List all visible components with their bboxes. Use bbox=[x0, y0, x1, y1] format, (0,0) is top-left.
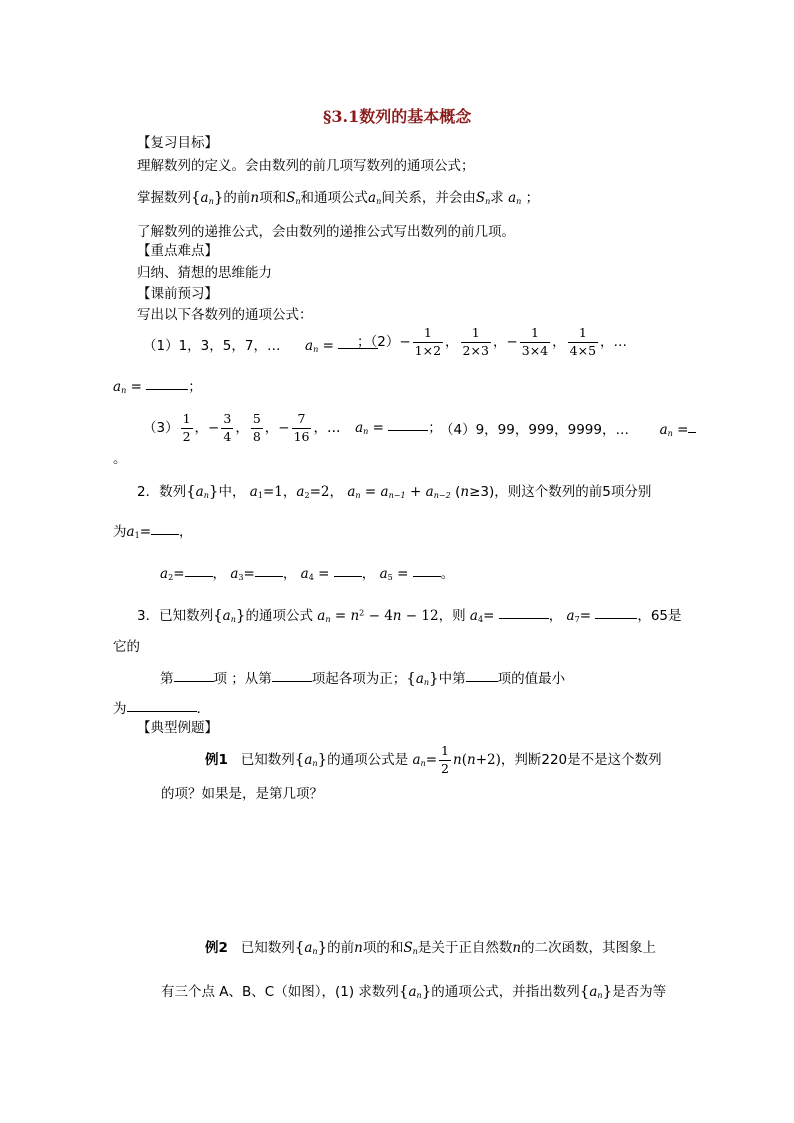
page-title: §3.1数列的基本概念 bbox=[323, 107, 472, 126]
goal-line-1: 理解数列的定义。会由数列的前几项写数列的通项公式； bbox=[137, 158, 475, 174]
goal-line-2: 掌握数列$\{a_n\}$的前n项和$S_n$和通项公式$a_n$间关系，并会由$S_n$求 $a_n$ ； bbox=[137, 188, 540, 207]
example-1-line-2: 的项？如果是，是第几项？ bbox=[161, 786, 323, 802]
question-3-line-2: 它的 bbox=[113, 639, 140, 655]
section-preview: 【课前预习】 bbox=[137, 286, 218, 302]
exercise-2: ；（2）− $\frac{1}{1\times 2}$ ， $\frac{1}{2\times 3}$ ，− $\frac{1}{3\times 4}$ ， $\frac{1}{4\times 5}$ ，… bbox=[357, 325, 628, 358]
question-2-line-3: $a_2=$ ， $a_3=$ ， $a_4$ = ， $a_5$ = 。 bbox=[160, 566, 455, 583]
question-2-line-2: 为$a_1=$ ， bbox=[113, 524, 193, 541]
exercise-4-end: 。 bbox=[113, 451, 127, 467]
exercise-2-answer: $a_n$ = ； bbox=[113, 379, 202, 396]
question-3: 3．已知数列$\{a_n\}$的通项公式 $a_n = n^2 - 4n - 12$，则 $a_4=$ ， $a_7=$ ，65是 bbox=[137, 606, 682, 625]
example-1: 例1 已知数列$\{a_n\}$的通项公式是 $a_n=$ $\frac{1}{2}$ n(n+2)，判断220是不是这个数列 bbox=[205, 743, 662, 776]
section-review-goals: 【复习目标】 bbox=[137, 135, 218, 151]
example-2: 例2 已知数列$\{a_n\}$的前n项的和$S_n$是关于正自然数n的二次函数，其图象上 bbox=[205, 938, 657, 957]
question-2: 2．数列$\{a_n\}$中， $a_1=1$，$a_2=2$， $a_n = a_{n-1} + a_{n-2}$ (n≥3)，则这个数列的前5项分别 bbox=[137, 482, 652, 501]
question-3-line-3: 第 项 ；从第 项起各项为正；$\{a_n\}$中第 项的值最小 bbox=[160, 669, 566, 688]
example-2-line-2: 有三个点 A、B、C（如图），(1) 求数列$\{a_n\}$的通项公式，并指出数列$\{a_n\}$是否为等 bbox=[161, 982, 667, 1001]
goal-line-3: 了解数列的递推公式，会由数列的递推公式写出数列的前几项。 bbox=[137, 224, 515, 240]
preview-intro: 写出以下各数列的通项公式： bbox=[137, 307, 313, 323]
section-key-points: 【重点难点】 bbox=[137, 243, 218, 259]
question-3-line-4: 为 . bbox=[113, 701, 201, 717]
exercise-1: （1）1，3，5，7，… $a_n$ = bbox=[143, 340, 378, 354]
exercise-3: （3） $\frac{1}{2}$ ，− $\frac{3}{4}$ ， $\frac{5}{8}$ ，− $\frac{7}{16}$ ，… $a_n$ = ； bbox=[143, 411, 442, 444]
key-points-text: 归纳、猜想的思维能力 bbox=[137, 265, 272, 281]
section-examples: 【典型例题】 bbox=[137, 720, 218, 736]
exercise-4: （4）9，99，999，9999，… $a_n$ = bbox=[440, 424, 696, 438]
